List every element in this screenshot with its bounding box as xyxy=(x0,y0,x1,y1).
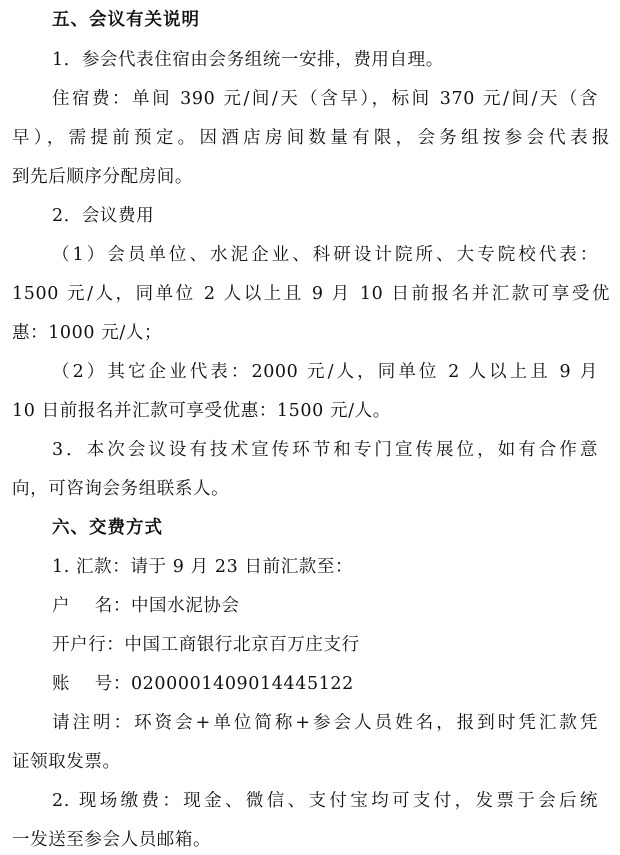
onsite-payment-line-1: 2. 现场缴费：现金、微信、支付宝均可支付，发票于会后统 xyxy=(52,791,598,811)
onsite-payment-line-2: 一发送至参会人员邮箱。 xyxy=(12,830,212,850)
section-6-heading: 六、交费方式 xyxy=(52,518,163,538)
accommodation-paragraph: 1．参会代表住宿由会务组统一安排，费用自理。 xyxy=(52,50,444,70)
remittance-note-line-2: 证领取发票。 xyxy=(12,752,121,772)
member-fee-line-3: 惠：1000 元/人； xyxy=(12,323,163,343)
accommodation-fee-line-3: 到先后顺序分配房间。 xyxy=(12,167,193,187)
accommodation-fee-line-1: 住宿费：单间 390 元/间/天（含早），标间 370 元/间/天（含 xyxy=(52,89,598,109)
section-5-heading: 五、会议有关说明 xyxy=(52,10,200,30)
other-fee-line-1: （2）其它企业代表：2000 元/人，同单位 2 人以上且 9 月 xyxy=(52,362,598,382)
member-fee-line-2: 1500 元/人，同单位 2 人以上且 9 月 10 日前报名并汇款可享受优 xyxy=(12,284,610,304)
other-fee-line-2: 10 日前报名并汇款可享受优惠：1500 元/人。 xyxy=(12,401,391,421)
account-name-line: 户 名：中国水泥协会 xyxy=(52,596,240,616)
promotion-line-1: 3．本次会议设有技术宣传环节和专门宣传展位，如有合作意 xyxy=(52,440,598,460)
bank-line: 开户行：中国工商银行北京百万庄支行 xyxy=(52,635,360,655)
remittance-line: 1. 汇款：请于 9 月 23 日前汇款至： xyxy=(52,557,354,577)
remittance-note-line-1: 请注明：环资会+单位简称+参会人员姓名，报到时凭汇款凭 xyxy=(52,713,598,733)
promotion-line-2: 向，可咨询会务组联系人。 xyxy=(12,479,230,499)
meeting-fee-heading: 2．会议费用 xyxy=(52,206,155,226)
accommodation-fee-line-2: 早），需提前预定。因酒店房间数量有限，会务组按参会代表报 xyxy=(12,128,610,148)
member-fee-line-1: （1）会员单位、水泥企业、科研设计院所、大专院校代表： xyxy=(52,245,598,265)
account-number-line: 账 号：0200001409014445122 xyxy=(52,674,354,694)
